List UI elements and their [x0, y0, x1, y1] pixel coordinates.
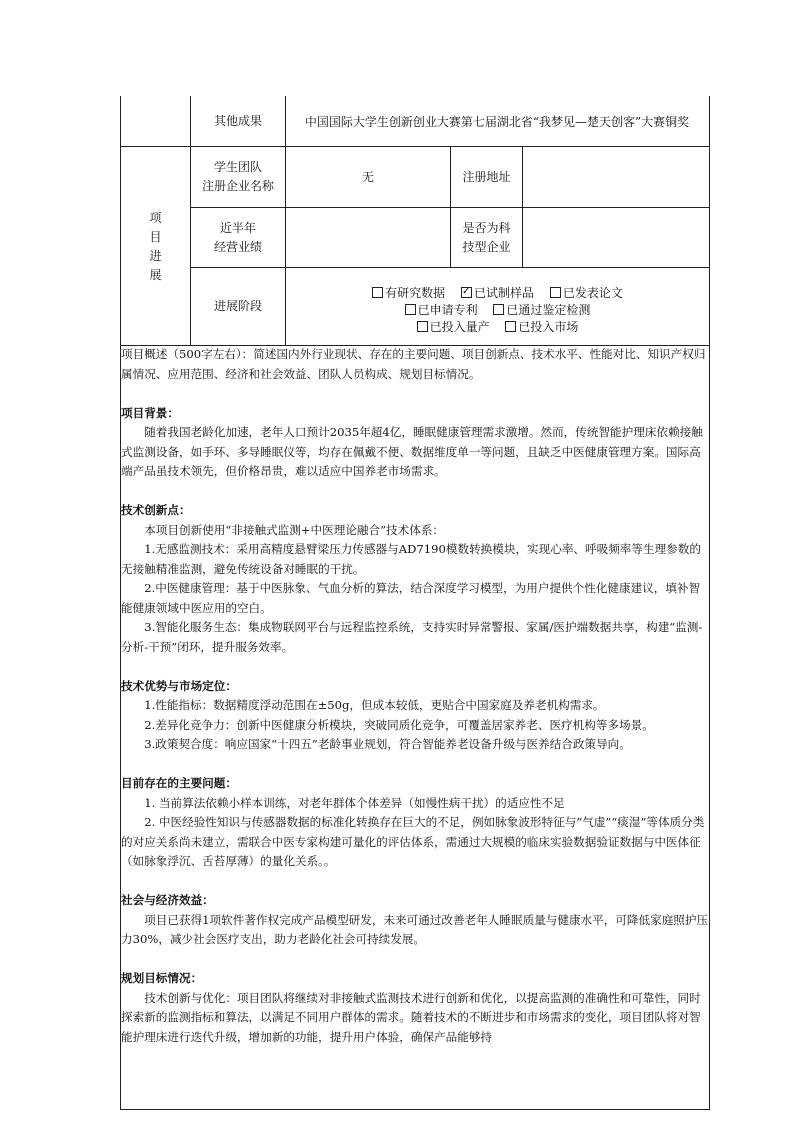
- stage-option-mass-production[interactable]: 已投入量产: [417, 320, 490, 334]
- background-text: 随着我国老龄化加速，老年人口预计2035年超4亿，睡眠健康管理需求激增。然而，传统智能护理床依赖接触式监测设备，如手环、多导睡眠仪等，均存在佩戴不便、数据维度单一等问题，且缺乏中医健康管理方案。国际高端产品虽技术领先，但价格昂贵，难以适应中国养老市场需求。: [121, 425, 703, 478]
- stage-option-research-data[interactable]: 有研究数据: [372, 286, 445, 300]
- problems-heading: 目前存在的主要问题：: [121, 776, 237, 790]
- benefit-text: 项目已获得1项软件著作权完成产品模型研发，未来可通过改善老年人睡眠质量与健康水平，可降低家庭照护压力30%，减少社会医疗支出，助力老龄化社会可持续发展。: [121, 912, 709, 946]
- company-name-label: 学生团队 注册企业名称: [201, 160, 274, 193]
- stage-option-paper[interactable]: 已发表论文: [550, 286, 623, 300]
- registered-address-label: 注册地址: [462, 169, 511, 184]
- checkbox-icon[interactable]: [405, 304, 416, 315]
- progress-stage-label: 进展阶段: [213, 299, 262, 313]
- other-results-label: 其他成果: [213, 114, 262, 128]
- project-overview: [121, 345, 709, 1047]
- stage-option-market[interactable]: 已投入市场: [505, 320, 578, 334]
- other-results-value: 中国国际大学生创新创业大赛第七届湖北省“我梦见—楚天创客”大赛铜奖: [304, 114, 690, 129]
- overview-intro: 项目概述（500字左右）：简述国内外行业现状、存在的主要问题、项目创新点、技术水平、性能对比、知识产权归属情况、应用范围、经济和社会效益、团队人员构成、规划目标情况。: [121, 347, 706, 381]
- plan-heading: 规划目标情况：: [121, 971, 203, 985]
- checkbox-icon[interactable]: [550, 287, 561, 298]
- checkbox-icon[interactable]: [505, 321, 516, 332]
- advantage-item: 3.政策契合度：响应国家“十四五”老龄事业规划，符合智能养老设备升级与医养结合政策导向。: [144, 737, 631, 751]
- innovation-intro: 本项目创新使用“非接触式监测+中医理论融合”技术体系：: [144, 522, 445, 537]
- stage-options-line: [366, 285, 629, 302]
- checkbox-icon[interactable]: [493, 304, 504, 315]
- progress-stage-options: [286, 278, 709, 342]
- benefit-heading: 社会与经济效益：: [121, 893, 214, 907]
- operations-label: 近半年 经营业绩: [213, 220, 262, 254]
- background-heading: 项目背景：: [121, 405, 179, 420]
- innovation-item: 1.无感监测技术：采用高精度悬臂梁压力传感器与AD7190模数转换模块，实现心率、呼吸频率等生理参数的无接触精准监测，避免传统设备对睡眠的干扰。: [121, 542, 701, 576]
- tech-enterprise-value: [523, 208, 709, 267]
- operations-value: [286, 208, 450, 267]
- company-name-value: 无: [361, 169, 374, 184]
- advantage-item: 1.性能指标：数据精度浮动范围在±50g，但成本较低，更贴合中国家庭及养老机构需求。: [144, 698, 605, 712]
- advantage-heading: 技术优势与市场定位：: [121, 678, 237, 693]
- checkbox-icon[interactable]: [372, 287, 383, 298]
- problem-item: 1. 当前算法依赖小样本训练，对老年群体个体差异（如慢性病干扰）的适应性不足: [144, 795, 565, 810]
- registered-address-value: [523, 147, 709, 207]
- stage-option-patent[interactable]: 已申请专利: [405, 303, 478, 317]
- stage-option-sample[interactable]: ✓ 已试制样品: [461, 286, 534, 300]
- stage-options-line: [411, 319, 585, 336]
- table-border-right: [709, 96, 710, 1110]
- plan-text: 技术创新与优化：项目团队将继续对非接触式监测技术进行创新和优化，以提高监测的准确性和可靠性，同时探索新的监测指标和算法，以满足不同用户群体的需求。随着技术的不断进步和市场需求的变化，项目团队将对智能护理床进行迭代升级，增加新的功能，提升用户体验，确保产品能够持: [121, 990, 701, 1044]
- stage-option-certified[interactable]: 已通过鉴定检测: [493, 303, 590, 317]
- innovation-item: 3.智能化服务生态：集成物联网平台与远程监控系统，支持实时异常警报、家属/医护端数据共享，构建“监测-分析-干预”闭环，提升服务效率。: [121, 620, 703, 654]
- tech-enterprise-label: 是否为科 技型企业: [462, 220, 511, 254]
- checkbox-icon[interactable]: [417, 321, 428, 332]
- stage-options-line: [399, 302, 597, 319]
- table-border-bottom: [120, 1109, 710, 1110]
- innovation-item: 2.中医健康管理：基于中医脉象、气血分析的算法，结合深度学习模型，为用户提供个性化健康建议，填补智能健康领域中医应用的空白。: [121, 581, 701, 615]
- innovation-heading: 技术创新点：: [121, 503, 191, 517]
- checkbox-checked-icon[interactable]: [461, 287, 472, 298]
- advantage-item: 2.差异化竞争力：创新中医健康分析模块，突破同质化竞争，可覆盖居家养老、医疗机构等多场景。: [144, 717, 654, 732]
- problem-item: 2. 中医经验性知识与传感器数据的标准化转换存在巨大的不足，例如脉象波形特征与“气虚”“痰湿”等体质分类的对应关系尚未建立，需联合中医专家构建可量化的评估体系，需通过大规模的临床实验数据验证数据与中医体征（如脉象浮沉、舌苔厚薄）的量化关系。。: [121, 815, 705, 868]
- project-progress-section-label: 项 目 进 展: [149, 211, 162, 282]
